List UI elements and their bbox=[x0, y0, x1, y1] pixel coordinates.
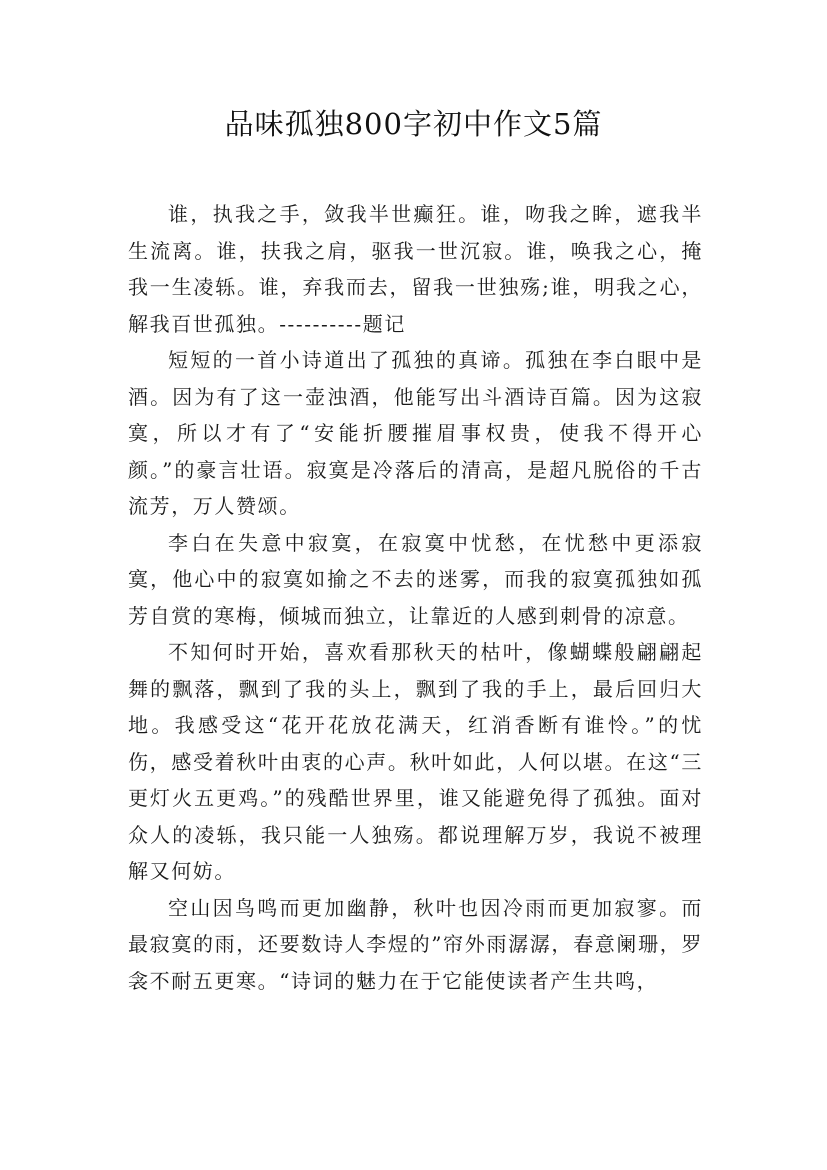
paragraph-empty-mountain: 空山因鸟鸣而更加幽静，秋叶也因冷雨而更加寂寥。而最寂寞的雨，还要数诗人李煜的”帘外雨潺潺，春意阑珊，罗衾不耐五更寒。“诗词的魅力在于它能使读者产生共鸣， bbox=[128, 895, 703, 993]
paragraph-epigraph: 谁，执我之手，敛我半世癫狂。谁，吻我之眸，遮我半生流离。谁，扶我之肩，驱我一世沉寂。谁，唤我之心，掩我一生凌轹。谁，弃我而去，留我一世独殇;谁，明我之心，解我百世孤独。----------题记 bbox=[128, 202, 703, 336]
document-title: 品味孤独800字初中作文5篇 bbox=[224, 107, 603, 141]
paragraph-li-bai-wine: 短短的一首小诗道出了孤独的真谛。孤独在李白眼中是酒。因为有了这一壶浊酒，他能写出斗酒诗百篇。因为这寂寞，所以才有了“安能折腰摧眉事权贵，使我不得开心颜。”的豪言壮语。寂寞是冷落后的清高，是超凡脱俗的千古流芳，万人赞颂。 bbox=[128, 348, 703, 518]
paragraph-li-bai-loneliness: 李白在失意中寂寞，在寂寞中忧愁，在忧愁中更添寂寞，他心中的寂寞如揄之不去的迷雾，而我的寂寞孤独如孤芳自赏的寒梅，倾城而独立，让靠近的人感到刺骨的凉意。 bbox=[128, 530, 703, 628]
paragraph-autumn-leaves: 不知何时开始，喜欢看那秋天的枯叶，像蝴蝶般翩翩起舞的飘落，飘到了我的头上，飘到了我的手上，最后回归大地。我感受这“花开花放花满天，红消香断有谁怜。”的忧伤，感受着秋叶由衷的心声。秋叶如此，人何以堪。在这“三更灯火五更鸡。”的残酷世界里，谁又能避免得了孤独。面对众人的凌轹，我只能一人独殇。都说理解万岁，我说不被理解又何妨。 bbox=[128, 640, 703, 883]
document-body bbox=[128, 196, 703, 999]
